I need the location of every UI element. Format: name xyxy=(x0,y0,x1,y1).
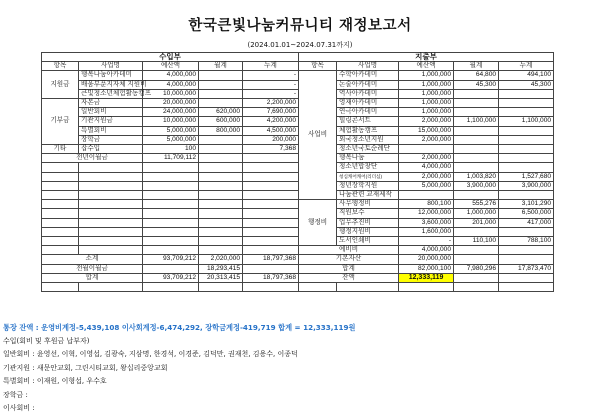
empty-cell xyxy=(42,218,79,227)
total-cell: 3,900,000 xyxy=(499,181,554,190)
table-row xyxy=(42,209,554,218)
table-row xyxy=(42,172,554,181)
item-name: 논술아카데미 xyxy=(337,80,399,89)
column-header: 누계 xyxy=(499,62,554,71)
empty-cell xyxy=(79,191,143,200)
item-name: 나눔관련 교재제작 xyxy=(337,191,399,200)
total-cell: 4,500,000 xyxy=(243,126,299,135)
column-header: 월계 xyxy=(454,62,499,71)
category-cell: 행정비 xyxy=(299,200,337,246)
total-cell xyxy=(499,126,554,135)
table-row xyxy=(42,53,554,62)
budget-cell: 20,000,000 xyxy=(399,255,454,264)
income-heading: 수입(회비 및 후원금 납부자) xyxy=(3,336,90,345)
month-cell xyxy=(199,80,243,89)
empty-cell xyxy=(79,172,143,181)
budget-cell: 20,000,000 xyxy=(143,99,199,108)
category-cell: 전년이월금 xyxy=(42,154,143,163)
category-cell: 기타 xyxy=(42,145,79,154)
budget-cell: 4,000,000 xyxy=(143,80,199,89)
carry-row-label: 전월이월금 xyxy=(42,264,143,273)
month-cell xyxy=(199,99,243,108)
item-name: 체험활동캠프 xyxy=(337,126,399,135)
column-header: 사업명 xyxy=(337,62,399,71)
empty-cell xyxy=(143,163,199,172)
budget-cell: 100 xyxy=(143,145,199,154)
item-name: 특별회비 xyxy=(79,126,143,135)
total-cell xyxy=(499,108,554,117)
empty-cell xyxy=(42,237,79,246)
budget-cell: 800,100 xyxy=(399,200,454,209)
month-cell: 3,900,000 xyxy=(454,181,499,190)
budget-cell xyxy=(143,264,199,273)
table-row xyxy=(42,237,554,246)
budget-cell: 4,000,000 xyxy=(143,71,199,80)
budget-cell: 82,000,100 xyxy=(399,264,454,273)
table-row xyxy=(42,71,554,80)
month-cell: 1,100,000 xyxy=(454,117,499,126)
item-name: 외국청소년지원 xyxy=(337,135,399,144)
empty-cell xyxy=(79,237,143,246)
budget-cell: 10,000,000 xyxy=(143,89,199,98)
total-cell: 45,300 xyxy=(499,80,554,89)
budget-cell: 93,709,212 xyxy=(143,273,199,282)
item-name: 잡수입 xyxy=(79,145,143,154)
month-cell xyxy=(454,108,499,117)
budget-cell: 93,709,212 xyxy=(143,255,199,264)
institution-donors: 기관지원 : 새문안교회, 그린시티교회, 왕십리중앙교회 xyxy=(3,363,168,372)
total-cell: 2,200,000 xyxy=(243,99,299,108)
column-header: 누계 xyxy=(243,62,299,71)
month-cell: 20,313,415 xyxy=(199,273,243,282)
general-fee-donors: 일반회비 : 윤영선, 이혁, 이영섭, 김광숙, 지삼명, 한경석, 이경준, 김덕만, 권재천, 김용수, 이종덕 xyxy=(3,350,298,358)
month-cell: 800,000 xyxy=(199,126,243,135)
item-name: 청소년국토순례단 xyxy=(337,145,399,154)
empty-cell xyxy=(499,273,554,282)
table-row xyxy=(42,62,554,71)
finance-table xyxy=(41,52,554,292)
month-cell: 1,003,820 xyxy=(454,172,499,181)
table-row xyxy=(42,200,554,209)
budget-cell: 3,600,000 xyxy=(399,218,454,227)
subtotal-row-label: 소계 xyxy=(42,255,143,264)
month-cell: 7,980,296 xyxy=(454,264,499,273)
empty-cell xyxy=(199,227,243,236)
item-name: 도서인쇄비 xyxy=(337,237,399,246)
total-cell xyxy=(499,99,554,108)
expense-sum-row-label: 합계 xyxy=(299,264,399,273)
month-cell xyxy=(454,227,499,236)
total-cell: 18,797,368 xyxy=(243,273,299,282)
month-cell: 201,000 xyxy=(454,218,499,227)
table-row xyxy=(42,273,554,282)
empty-cell xyxy=(143,246,199,255)
month-cell xyxy=(454,145,499,154)
budget-cell: 4,000,000 xyxy=(399,246,454,255)
column-header: 월계 xyxy=(199,62,243,71)
item-name: 행복나눔아카데미 xyxy=(79,71,143,80)
budget-cell: 5,000,000 xyxy=(143,135,199,144)
empty-cell xyxy=(243,172,299,181)
empty-cell xyxy=(42,181,79,190)
item-name: 자본금 xyxy=(79,99,143,108)
budget-cell: 1,000,000 xyxy=(399,89,454,98)
empty-cell xyxy=(243,283,299,292)
empty-cell xyxy=(337,283,399,292)
column-header: 사업명 xyxy=(79,62,143,71)
empty-cell xyxy=(243,227,299,236)
column-header: 예산액 xyxy=(399,62,454,71)
month-cell xyxy=(454,191,499,200)
empty-cell xyxy=(143,172,199,181)
empty-cell xyxy=(199,172,243,181)
item-name: 직원보수 xyxy=(337,209,399,218)
report-period: (2024.01.01~2024.07.31까지) xyxy=(247,41,353,49)
empty-cell xyxy=(454,273,499,282)
item-name: 청심캐어캐어(리더십) xyxy=(337,172,399,181)
month-cell: 45,300 xyxy=(454,80,499,89)
empty-cell xyxy=(143,191,199,200)
budget-cell: 5,000,000 xyxy=(399,181,454,190)
month-cell xyxy=(454,89,499,98)
budget-cell: - xyxy=(399,237,454,246)
empty-cell xyxy=(79,181,143,190)
budget-cell: 1,000,000 xyxy=(399,99,454,108)
table-row xyxy=(42,181,554,190)
budget-cell: 2,000,000 xyxy=(399,172,454,181)
table-row xyxy=(42,246,554,255)
month-cell: 110,100 xyxy=(454,237,499,246)
empty-cell xyxy=(199,246,243,255)
empty-cell xyxy=(499,283,554,292)
empty-cell xyxy=(243,191,299,200)
total-cell xyxy=(499,191,554,200)
month-cell xyxy=(199,135,243,144)
item-name: 업무추진비 xyxy=(337,218,399,227)
balance-label: 잔액 xyxy=(299,273,399,282)
empty-cell xyxy=(42,283,79,292)
month-cell: 64,800 xyxy=(454,71,499,80)
table-row xyxy=(42,126,554,135)
item-name: 행정지원비 xyxy=(337,227,399,236)
empty-cell xyxy=(42,246,79,255)
empty-cell xyxy=(143,227,199,236)
income-sum-row-label: 합계 xyxy=(42,273,143,282)
total-cell xyxy=(499,135,554,144)
empty-cell xyxy=(79,218,143,227)
budget-cell: 5,000,000 xyxy=(143,126,199,135)
category-cell: 지원금 xyxy=(42,71,79,99)
total-cell: 7,368 xyxy=(243,145,299,154)
notes-section xyxy=(3,321,593,416)
item-name: 수학아카데미 xyxy=(337,71,399,80)
item-name: 청년장학지원 xyxy=(337,181,399,190)
report-title: 한국큰빛나눔커뮤니티 재정보고서 xyxy=(188,18,412,34)
empty-cell xyxy=(42,163,79,172)
empty-cell xyxy=(199,191,243,200)
empty-cell xyxy=(79,200,143,209)
table-row xyxy=(42,117,554,126)
month-cell xyxy=(199,89,243,98)
total-cell xyxy=(499,246,554,255)
month-cell: 600,000 xyxy=(199,117,243,126)
month-cell: 620,000 xyxy=(199,108,243,117)
item-name: 행복나눔 xyxy=(337,154,399,163)
empty-cell xyxy=(143,218,199,227)
total-cell xyxy=(499,145,554,154)
total-cell xyxy=(499,89,554,98)
empty-cell xyxy=(243,209,299,218)
item-name: 일반회비 xyxy=(79,108,143,117)
empty-cell xyxy=(243,181,299,190)
empty-cell xyxy=(143,181,199,190)
table-row xyxy=(42,191,554,200)
empty-cell xyxy=(243,163,299,172)
budget-cell: 10,000,000 xyxy=(143,117,199,126)
total-cell xyxy=(499,227,554,236)
empty-cell xyxy=(42,200,79,209)
budget-cell: 2,000,000 xyxy=(399,117,454,126)
table-row xyxy=(42,108,554,117)
budget-cell: 11,709,112 xyxy=(143,154,199,163)
item-name: 힐링콘서트 xyxy=(337,117,399,126)
month-cell xyxy=(199,71,243,80)
empty-cell xyxy=(42,227,79,236)
total-cell: - xyxy=(243,80,299,89)
board-fee-donors: 이사회비 : xyxy=(3,404,35,412)
month-cell xyxy=(454,99,499,108)
item-name: 영재아카데미 xyxy=(337,99,399,108)
table-row xyxy=(42,80,554,89)
budget-cell: 1,000,000 xyxy=(399,108,454,117)
base-asset-row-label: 기본자산 xyxy=(299,255,399,264)
month-cell xyxy=(454,163,499,172)
table-row xyxy=(42,99,554,108)
month-cell xyxy=(454,135,499,144)
empty-cell xyxy=(299,283,337,292)
budget-cell: 15,000,000 xyxy=(399,126,454,135)
budget-cell xyxy=(399,191,454,200)
empty-cell xyxy=(199,237,243,246)
empty-cell xyxy=(143,283,199,292)
month-cell xyxy=(454,154,499,163)
empty-cell xyxy=(399,283,454,292)
total-cell: 1,527,680 xyxy=(499,172,554,181)
total-cell: 417,000 xyxy=(499,218,554,227)
item-name: 역사아카데미 xyxy=(337,89,399,98)
month-cell xyxy=(454,255,499,264)
total-cell xyxy=(499,154,554,163)
empty-cell xyxy=(79,227,143,236)
table-row xyxy=(42,163,554,172)
reserve-row-label: 예비비 xyxy=(299,246,399,255)
item-name: 연극아카데미 xyxy=(337,108,399,117)
empty-cell xyxy=(79,283,143,292)
empty-cell xyxy=(199,200,243,209)
total-cell: 3,101,290 xyxy=(499,200,554,209)
total-cell: 17,873,470 xyxy=(499,264,554,273)
empty-cell xyxy=(243,218,299,227)
empty-cell xyxy=(42,172,79,181)
budget-cell xyxy=(399,145,454,154)
table-row xyxy=(42,283,554,292)
empty-cell xyxy=(79,163,143,172)
special-fee-donors: 특별회비 : 이재원, 이형섭, 우수호 xyxy=(3,377,107,385)
empty-cell xyxy=(143,237,199,246)
empty-cell xyxy=(79,209,143,218)
empty-cell xyxy=(454,283,499,292)
table-row xyxy=(42,145,554,154)
total-cell: - xyxy=(243,89,299,98)
total-cell: 18,797,368 xyxy=(243,255,299,264)
table-row xyxy=(42,89,554,98)
month-cell xyxy=(199,145,243,154)
table-row xyxy=(42,154,554,163)
empty-cell xyxy=(143,200,199,209)
item-name: 큰빛청소년체험활동캠프 xyxy=(79,89,143,98)
total-cell xyxy=(499,163,554,172)
total-cell: 200,000 xyxy=(243,135,299,144)
total-cell: 494,100 xyxy=(499,71,554,80)
empty-cell xyxy=(243,246,299,255)
empty-cell xyxy=(79,246,143,255)
empty-cell xyxy=(143,209,199,218)
empty-cell xyxy=(199,163,243,172)
empty-cell xyxy=(199,209,243,218)
total-cell: 1,100,000 xyxy=(499,117,554,126)
item-name: 장학금 xyxy=(79,135,143,144)
month-cell: 1,000,000 xyxy=(454,209,499,218)
month-cell: 555,276 xyxy=(454,200,499,209)
scholarship-donors: 장학금 : xyxy=(3,390,28,399)
month-cell xyxy=(199,154,243,163)
budget-cell: 1,600,000 xyxy=(399,227,454,236)
total-cell xyxy=(499,255,554,264)
total-cell: 4,200,000 xyxy=(243,117,299,126)
month-cell: 2,020,000 xyxy=(199,255,243,264)
budget-cell: 24,000,000 xyxy=(143,108,199,117)
table-row xyxy=(42,255,554,264)
total-cell: 6,500,000 xyxy=(499,209,554,218)
total-cell xyxy=(243,154,299,163)
item-name: 청소년합창단 xyxy=(337,163,399,172)
column-header: 예산액 xyxy=(143,62,199,71)
total-cell: - xyxy=(243,71,299,80)
column-header: 항목 xyxy=(42,62,79,71)
total-cell xyxy=(243,264,299,273)
month-cell: 18,293,415 xyxy=(199,264,243,273)
category-cell: 사업비 xyxy=(299,71,337,200)
budget-cell: 2,000,000 xyxy=(399,135,454,144)
empty-cell xyxy=(199,218,243,227)
budget-cell: 1,000,000 xyxy=(399,80,454,89)
expense-heading: 지출부 xyxy=(299,53,554,62)
empty-cell xyxy=(199,283,243,292)
table-row xyxy=(42,264,554,273)
total-cell: 7,690,000 xyxy=(243,108,299,117)
month-cell xyxy=(454,246,499,255)
empty-cell xyxy=(243,237,299,246)
empty-cell xyxy=(199,181,243,190)
category-cell: 기부금 xyxy=(42,99,79,145)
item-name: 기관지원금 xyxy=(79,117,143,126)
table-row xyxy=(42,218,554,227)
month-cell xyxy=(454,126,499,135)
total-cell: 788,100 xyxy=(499,237,554,246)
item-name: 배움부푼지자체 지원비 xyxy=(79,80,143,89)
income-heading: 수입부 xyxy=(42,53,299,62)
budget-cell: 12,000,000 xyxy=(399,209,454,218)
balance-value: 12,333,119 xyxy=(399,273,454,282)
budget-cell: 1,000,000 xyxy=(399,71,454,80)
column-header: 항목 xyxy=(299,62,337,71)
table-row xyxy=(42,135,554,144)
balance-summary: 통장 잔액 : 운영비계정-5,439,108 이사회계정-6,474,292, 장학금계정-419,719 합계 = 12,333,119원 xyxy=(3,323,356,332)
budget-cell: 4,000,000 xyxy=(399,163,454,172)
table-row xyxy=(42,227,554,236)
item-name: 사무행정비 xyxy=(337,200,399,209)
empty-cell xyxy=(42,209,79,218)
empty-cell xyxy=(42,191,79,200)
budget-cell: 2,000,000 xyxy=(399,154,454,163)
empty-cell xyxy=(243,200,299,209)
